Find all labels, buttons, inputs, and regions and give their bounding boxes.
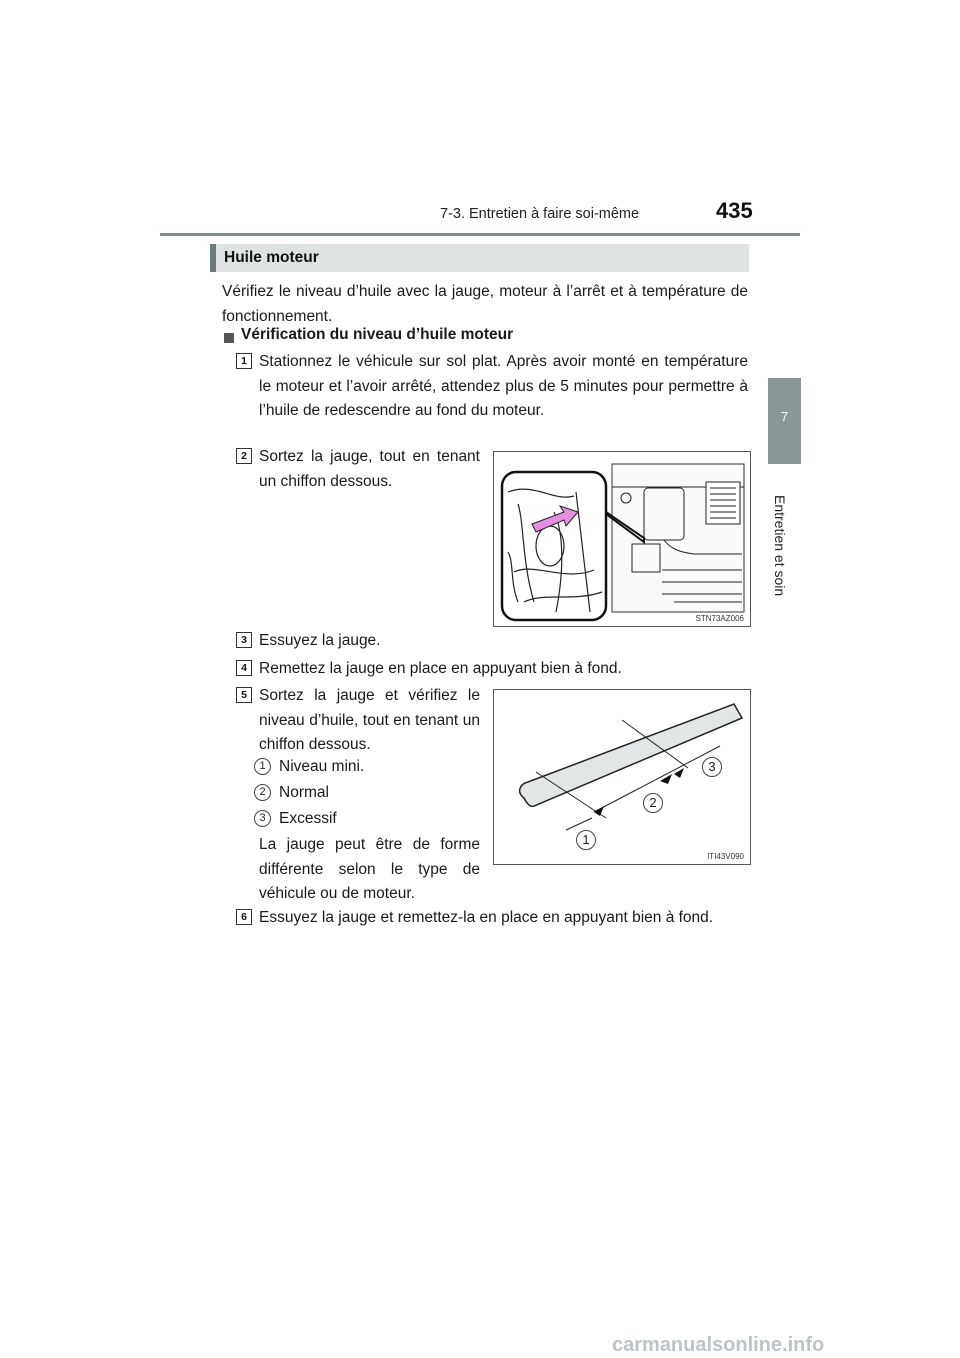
- step-number-box: 2: [236, 448, 252, 464]
- level-number-circle: 3: [254, 810, 271, 827]
- intro-paragraph: Vérifiez le niveau d’huile avec la jauge, moteur à l’arrêt et à température de fonctionnement.: [222, 283, 748, 325]
- step-text: Remettez la jauge en place en appuyant bien à fond.: [259, 660, 622, 677]
- figure-code: ITI43V090: [707, 852, 744, 861]
- step-text: Sortez la jauge, tout en tenant un chiffon dessous.: [259, 448, 480, 490]
- header-rule: [160, 233, 800, 236]
- step-text: Essuyez la jauge et remettez-la en place en appuyant bien à fond.: [259, 909, 714, 926]
- step-number-box: 3: [236, 632, 252, 648]
- level-number-circle: 2: [254, 784, 271, 801]
- dipstick-illustration: [494, 690, 750, 864]
- chapter-tab-number: 7: [780, 409, 789, 424]
- section-title: Huile moteur: [224, 249, 319, 266]
- level-label: Excessif: [279, 810, 337, 827]
- step-text: Essuyez la jauge.: [259, 632, 381, 649]
- subheading: Vérification du niveau d’huile moteur: [241, 326, 514, 343]
- figure-callout-circle: 3: [702, 757, 722, 777]
- zoom-inset: [502, 472, 606, 620]
- level-label: Niveau mini.: [279, 758, 365, 775]
- figure-callout-circle: 1: [576, 830, 596, 850]
- figure-callout-circle: 2: [643, 793, 663, 813]
- level-number-circle: 1: [254, 758, 271, 775]
- step-number-box: 4: [236, 660, 252, 676]
- level-label: Normal: [279, 784, 329, 801]
- dipstick-figure: [493, 689, 751, 865]
- engine-illustration: [494, 452, 750, 626]
- subheading-bullet: [224, 333, 234, 343]
- dipstick-blade: [520, 704, 742, 806]
- engine-figure: [493, 451, 751, 627]
- chapter-title: 7-3. Entretien à faire soi-même: [440, 206, 640, 222]
- step-text: Stationnez le véhicule sur sol plat. Après avoir monté en température le moteur et l’avoir arrêté, attendez plus de 5 minutes pour permettre à l’huile de redescendre au fond du moteur.: [259, 353, 748, 419]
- step-number-box: 5: [236, 687, 252, 703]
- page-number: 435: [716, 198, 753, 223]
- section-heading-accent: [210, 244, 216, 272]
- step-number-box: 1: [236, 353, 252, 369]
- chapter-tab-label: Entretien et soin: [772, 495, 788, 597]
- dipstick-note: La jauge peut être de forme différente selon le type de véhicule ou de moteur.: [259, 836, 480, 902]
- level-arrow-icon: [660, 774, 672, 784]
- step-text: Sortez la jauge et vérifiez le niveau d’huile, tout en tenant un chiffon dessous.: [259, 687, 480, 753]
- step-number-box: 6: [236, 909, 252, 925]
- figure-code: STN73AZ006: [695, 614, 744, 623]
- watermark: carmanualsonline.info: [612, 1334, 825, 1356]
